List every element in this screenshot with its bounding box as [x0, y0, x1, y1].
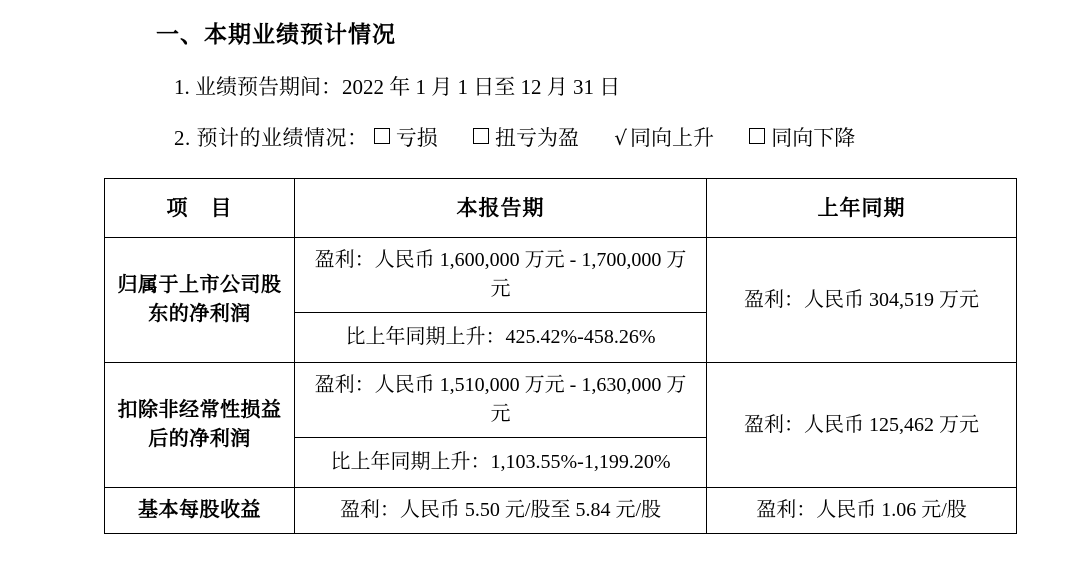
column-header-prior-period: 上年同期: [707, 178, 1017, 237]
choice-same-direction-down[interactable]: [749, 122, 855, 156]
choice-turn-profit[interactable]: [473, 122, 579, 156]
row-label-net-profit-attributable: 归属于上市公司股东的净利润: [105, 238, 295, 363]
table-row: [105, 488, 1017, 534]
checkbox-icon[interactable]: [749, 128, 765, 144]
checkbox-icon[interactable]: [374, 128, 390, 144]
cell-prior-net-profit-excl-nonrecurring: 盈利：人民币 125,462 万元: [707, 363, 1017, 488]
row-label-basic-eps: 基本每股收益: [105, 488, 295, 534]
cell-prior-basic-eps: 盈利：人民币 1.06 元/股: [707, 488, 1017, 534]
cell-current-net-profit-excl-nonrecurring: 盈利：人民币 1,510,000 万元 - 1,630,000 万元: [295, 363, 707, 438]
earnings-forecast-table: [104, 178, 1017, 534]
cell-prior-net-profit-attributable: 盈利：人民币 304,519 万元: [707, 238, 1017, 363]
cell-yoy-change-net-profit-excl-nonrecurring: 比上年同期上升：1,103.55%-1,199.20%: [295, 438, 707, 488]
table-row: [105, 238, 1017, 313]
choice-label: 亏损: [395, 126, 438, 151]
forecast-choice-group: [374, 122, 856, 156]
forecast-result-line: [174, 122, 1020, 156]
choice-label: 扭亏为盈: [495, 126, 579, 151]
choice-label: 同向上升: [630, 126, 714, 151]
section-title: 一、本期业绩预计情况: [156, 22, 396, 47]
cell-current-net-profit-attributable: 盈利：人民币 1,600,000 万元 - 1,700,000 万元: [295, 238, 707, 313]
column-header-current-period: 本报告期: [295, 178, 707, 237]
forecast-result-label: 2. 预计的业绩情况：: [174, 126, 369, 151]
choice-same-direction-up[interactable]: [614, 122, 714, 156]
choice-loss[interactable]: [374, 122, 438, 156]
forecast-period-line: 1. 业绩预告期间：2022 年 1 月 1 日至 12 月 31 日: [174, 74, 621, 99]
table-header-row: [105, 178, 1017, 237]
cell-yoy-change-net-profit-attributable: 比上年同期上升：425.42%-458.26%: [295, 313, 707, 363]
column-header-item: 项 目: [105, 178, 295, 237]
check-icon: √: [614, 126, 627, 151]
cell-current-basic-eps: 盈利：人民币 5.50 元/股至 5.84 元/股: [295, 488, 707, 534]
table-row: [105, 363, 1017, 438]
row-label-net-profit-excl-nonrecurring: 扣除非经常性损益后的净利润: [105, 363, 295, 488]
checkbox-icon[interactable]: [473, 128, 489, 144]
choice-label: 同向下降: [771, 126, 856, 151]
